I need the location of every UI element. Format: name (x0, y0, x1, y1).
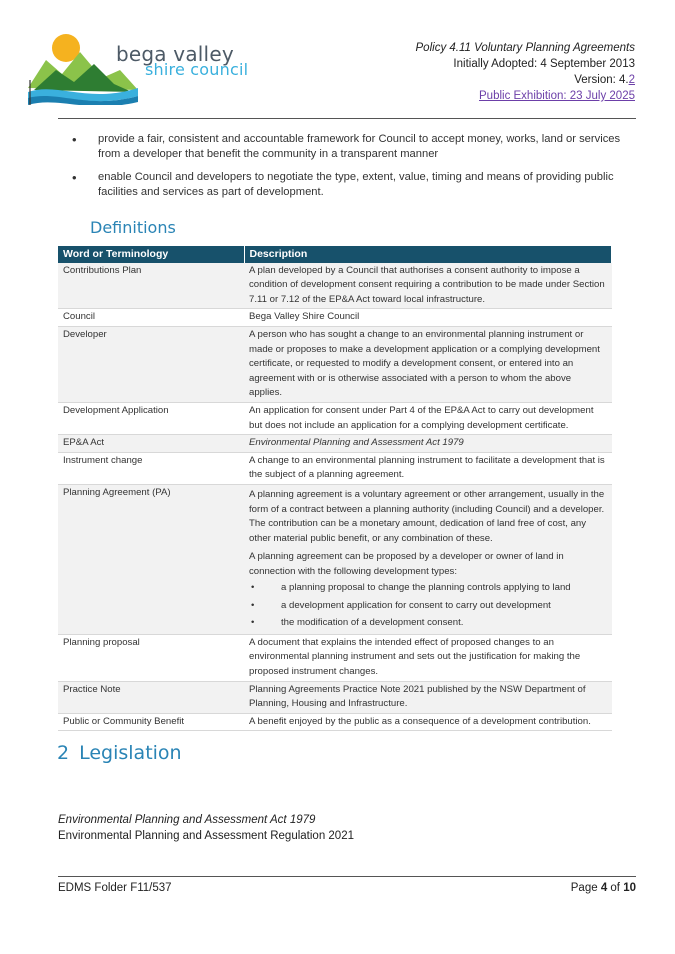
desc-paragraph: A planning agreement is a voluntary agreement or other arrangement, usually in the form of a contract between a planning authority (including Council) and a developer. The contribution can be a monetary amount, dedication of land free of cost, any other material public benefit, or any combination of these. (249, 488, 605, 544)
term-cell: Public or Community Benefit (58, 713, 244, 731)
list-item: • the modification of a development consent. (249, 616, 607, 631)
table-row (58, 435, 612, 453)
footer-rule (58, 876, 636, 877)
table-row (58, 452, 612, 484)
version-number: 2 (628, 74, 635, 86)
table-row (58, 263, 612, 309)
desc-cell: A document that explains the intended effect of proposed changes to an environmental planning instrument and sets out the justification for making the proposed instrument changes. (244, 634, 612, 681)
term-cell: Practice Note (58, 681, 244, 713)
term-cell: EP&A Act (58, 435, 244, 453)
public-exhibition-link[interactable]: Public Exhibition: 23 July 2025 (479, 90, 635, 102)
page-number (571, 882, 636, 894)
version-label: Version: 4. (574, 74, 629, 86)
table-row (58, 309, 612, 327)
desc-cell: Planning Agreements Practice Note 2021 published by the NSW Department of Planning, Housing and Infrastructure. (244, 681, 612, 713)
term-cell: Planning proposal (58, 634, 244, 681)
list-item: • a planning proposal to change the planning controls applying to land (249, 581, 607, 596)
legislation-heading (57, 742, 182, 764)
table-row (58, 326, 612, 402)
desc-cell: Bega Valley Shire Council (244, 309, 612, 327)
term-cell: Instrument change (58, 452, 244, 484)
header-meta (416, 40, 635, 104)
desc-cell (244, 484, 612, 634)
page-prefix: Page (570, 882, 601, 894)
desc-cell: A person who has sought a change to an environmental planning instrument or made or proposes to make a development application or a complying development certificate, or requested to modify a development consent, or entered into an agreement with or is otherwise associated with a person to whom the above applies. (244, 326, 612, 402)
development-types-list (249, 581, 607, 630)
intro-bullets (58, 132, 638, 208)
desc-cell: A plan developed by a Council that authorises a consent authority to impose a condition of development consent requiring a contribution to be made under Section 7.11 or 7.12 of the EP&A Act toward local infrastructure. (244, 263, 612, 309)
version (416, 72, 635, 88)
table-row (58, 713, 612, 731)
desc-cell: Environmental Planning and Assessment Act 1979 (244, 435, 612, 453)
total-pages: 10 (623, 882, 636, 894)
col-desc-header: Description (244, 246, 612, 263)
section-title: Legislation (79, 742, 182, 764)
table-header-row (58, 246, 612, 263)
legislation-item: Environmental Planning and Assessment Act 1979 (58, 814, 316, 826)
desc-paragraph: A planning agreement can be proposed by a developer or owner of land in connection with the following development types: (249, 551, 564, 577)
policy-title: Policy 4.11 Voluntary Planning Agreements (415, 42, 635, 54)
table-row (58, 484, 612, 634)
adopted-date: Initially Adopted: 4 September 2013 (453, 58, 635, 70)
edms-folder: EDMS Folder F11/537 (58, 882, 172, 894)
desc-cell: A benefit enjoyed by the public as a consequence of a development contribution. (244, 713, 612, 731)
intro-bullet: • enable Council and developers to negotiate the type, extent, value, timing and means of providing public facilities and services as part of development. (58, 170, 638, 200)
term-cell: Council (58, 309, 244, 327)
page-of: of (607, 882, 624, 894)
definitions-heading: Definitions (90, 218, 176, 237)
section-number: 2 (57, 742, 70, 764)
logo-text-line2: shire council (145, 60, 249, 79)
intro-bullet: • provide a fair, consistent and accountable framework for Council to accept money, works, land or services from a developer that benefit the community in a transparent manner (58, 132, 638, 162)
definitions-table (58, 246, 612, 731)
col-term-header: Word or Terminology (58, 246, 244, 263)
list-item: • a development application for consent to carry out development (249, 599, 607, 614)
term-cell: Development Application (58, 402, 244, 434)
desc-cell: An application for consent under Part 4 of the EP&A Act to carry out development but does not include an application for a complying development certificate. (244, 402, 612, 434)
legislation-item: Environmental Planning and Assessment Regulation 2021 (58, 830, 354, 842)
desc-cell: A change to an environmental planning instrument to facilitate a development that is the subject of a planning agreement. (244, 452, 612, 484)
current-page: 4 (600, 882, 608, 894)
term-cell: Planning Agreement (PA) (58, 484, 244, 634)
table-row (58, 402, 612, 434)
term-cell: Developer (58, 326, 244, 402)
term-cell: Contributions Plan (58, 263, 244, 309)
table-row (58, 681, 612, 713)
table-row (58, 634, 612, 681)
logo-text-line1: bega valley (116, 42, 234, 66)
legislation-list (58, 812, 354, 844)
header-rule (58, 118, 636, 119)
